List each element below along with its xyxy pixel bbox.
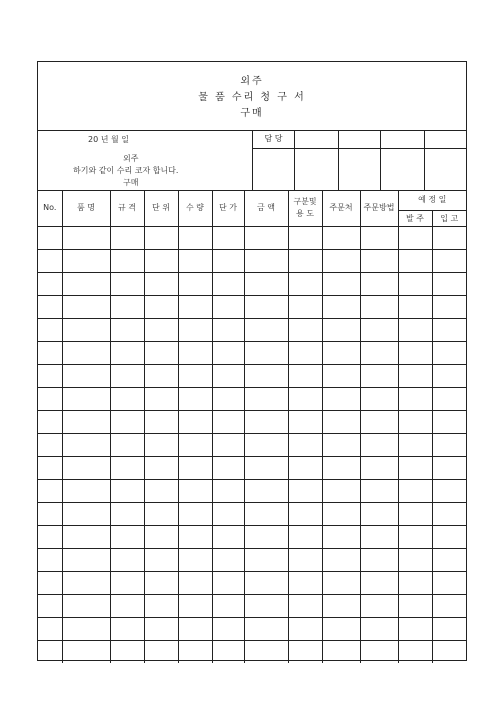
table-cell[interactable]	[178, 341, 212, 364]
table-cell[interactable]	[144, 272, 178, 295]
table-cell[interactable]	[360, 318, 398, 341]
table-cell[interactable]	[398, 318, 432, 341]
info-section	[38, 130, 466, 191]
table-cell[interactable]	[288, 249, 322, 272]
table-cell[interactable]	[432, 318, 466, 341]
table-cell[interactable]	[322, 433, 360, 456]
table-cell[interactable]	[212, 548, 244, 571]
table-row	[38, 433, 466, 456]
table-cell[interactable]	[62, 456, 110, 479]
col-header-order-method: 주문방법	[360, 190, 398, 226]
table-cell[interactable]	[212, 341, 244, 364]
col-header-category: 구분및 용 도	[288, 190, 322, 226]
table-cell[interactable]	[110, 525, 144, 548]
table-cell[interactable]	[144, 364, 178, 387]
table-cell[interactable]	[360, 525, 398, 548]
table-cell[interactable]	[212, 226, 244, 249]
table-cell[interactable]	[178, 387, 212, 410]
table-cell[interactable]	[432, 617, 466, 640]
table-cell[interactable]	[244, 318, 288, 341]
table-cell[interactable]	[144, 387, 178, 410]
table-cell[interactable]	[288, 272, 322, 295]
table-cell[interactable]	[244, 548, 288, 571]
table-cell[interactable]	[288, 502, 322, 525]
table-cell[interactable]	[322, 295, 360, 318]
table-cell[interactable]	[212, 295, 244, 318]
table-cell[interactable]	[398, 341, 432, 364]
table-cell[interactable]	[244, 249, 288, 272]
table-cell[interactable]	[178, 502, 212, 525]
table-cell[interactable]	[110, 456, 144, 479]
table-cell[interactable]	[212, 456, 244, 479]
title-area	[38, 62, 466, 131]
approval-label: 담 당	[253, 130, 295, 148]
table-cell[interactable]	[144, 318, 178, 341]
table-cell[interactable]	[144, 502, 178, 525]
table-cell[interactable]	[110, 249, 144, 272]
table-cell[interactable]	[398, 456, 432, 479]
table-cell[interactable]	[62, 594, 110, 617]
table-cell[interactable]	[212, 525, 244, 548]
table-cell[interactable]	[244, 594, 288, 617]
table-row	[38, 272, 466, 295]
table-cell[interactable]	[212, 594, 244, 617]
statement-line-3: 구매	[123, 178, 139, 187]
table-row	[38, 364, 466, 387]
table-cell[interactable]	[322, 341, 360, 364]
table-cell[interactable]	[62, 272, 110, 295]
table-cell[interactable]	[178, 617, 212, 640]
table-cell[interactable]	[398, 226, 432, 249]
table-cell[interactable]	[178, 548, 212, 571]
table-cell[interactable]	[360, 341, 398, 364]
table-cell[interactable]	[360, 387, 398, 410]
table-cell[interactable]	[398, 571, 432, 594]
signature-cell[interactable]	[295, 148, 339, 190]
table-cell[interactable]	[398, 502, 432, 525]
table-cell[interactable]	[62, 226, 110, 249]
table-cell[interactable]	[432, 410, 466, 433]
table-cell[interactable]	[360, 594, 398, 617]
table-cell[interactable]	[178, 410, 212, 433]
table-cell[interactable]	[178, 456, 212, 479]
table-cell[interactable]	[38, 433, 62, 456]
table-cell[interactable]	[110, 410, 144, 433]
table-cell[interactable]	[432, 571, 466, 594]
table-cell[interactable]	[398, 249, 432, 272]
table-row	[38, 548, 466, 571]
table-cell[interactable]	[38, 617, 62, 640]
table-cell[interactable]	[110, 272, 144, 295]
table-row	[38, 295, 466, 318]
table-cell[interactable]	[360, 548, 398, 571]
table-cell[interactable]	[244, 272, 288, 295]
table-cell[interactable]	[212, 617, 244, 640]
table-cell[interactable]	[288, 410, 322, 433]
table-cell[interactable]	[322, 571, 360, 594]
items-table	[38, 190, 466, 663]
table-cell[interactable]	[62, 502, 110, 525]
table-cell[interactable]	[288, 387, 322, 410]
table-cell[interactable]	[110, 341, 144, 364]
table-cell[interactable]	[178, 433, 212, 456]
table-cell[interactable]	[178, 594, 212, 617]
table-cell[interactable]	[398, 410, 432, 433]
table-cell[interactable]	[212, 502, 244, 525]
table-cell[interactable]	[38, 295, 62, 318]
table-row	[38, 341, 466, 364]
table-cell[interactable]	[432, 433, 466, 456]
table-cell[interactable]	[432, 226, 466, 249]
col-header-due-date: 예 정 일	[398, 190, 466, 210]
table-cell[interactable]	[144, 617, 178, 640]
table-row	[38, 249, 466, 272]
table-cell[interactable]	[398, 617, 432, 640]
table-row	[38, 617, 466, 640]
table-row	[38, 226, 466, 249]
table-cell[interactable]	[178, 364, 212, 387]
table-cell[interactable]	[110, 617, 144, 640]
table-cell[interactable]	[398, 387, 432, 410]
table-cell[interactable]	[110, 548, 144, 571]
table-cell[interactable]	[244, 226, 288, 249]
table-cell[interactable]	[360, 272, 398, 295]
table-row	[38, 479, 466, 502]
table-cell[interactable]	[178, 571, 212, 594]
table-cell[interactable]	[322, 479, 360, 502]
table-cell[interactable]	[178, 479, 212, 502]
table-cell[interactable]	[62, 295, 110, 318]
table-cell[interactable]	[398, 525, 432, 548]
table-cell[interactable]	[288, 318, 322, 341]
table-cell[interactable]	[38, 387, 62, 410]
table-cell[interactable]	[62, 318, 110, 341]
signature-cell[interactable]	[381, 148, 425, 190]
table-cell[interactable]	[322, 617, 360, 640]
table-cell[interactable]	[244, 525, 288, 548]
table-cell[interactable]	[360, 571, 398, 594]
table-cell[interactable]	[360, 617, 398, 640]
approval-table	[252, 130, 467, 190]
table-cell[interactable]	[144, 295, 178, 318]
table-cell[interactable]	[432, 456, 466, 479]
table-cell[interactable]	[144, 640, 178, 663]
table-cell[interactable]	[212, 249, 244, 272]
table-cell[interactable]	[212, 318, 244, 341]
table-cell[interactable]	[322, 387, 360, 410]
table-cell[interactable]	[322, 502, 360, 525]
table-cell[interactable]	[322, 226, 360, 249]
table-cell[interactable]	[244, 456, 288, 479]
table-cell[interactable]	[144, 525, 178, 548]
table-cell[interactable]	[144, 226, 178, 249]
table-cell[interactable]	[432, 387, 466, 410]
table-cell[interactable]	[212, 640, 244, 663]
form-frame	[37, 61, 467, 661]
table-cell[interactable]	[244, 433, 288, 456]
table-cell[interactable]	[244, 410, 288, 433]
table-cell[interactable]	[62, 364, 110, 387]
table-cell[interactable]	[178, 226, 212, 249]
table-cell[interactable]	[110, 226, 144, 249]
table-cell[interactable]	[432, 364, 466, 387]
table-cell[interactable]	[110, 318, 144, 341]
table-cell[interactable]	[288, 617, 322, 640]
table-cell[interactable]	[360, 640, 398, 663]
table-cell[interactable]	[62, 640, 110, 663]
table-cell[interactable]	[322, 272, 360, 295]
table-cell[interactable]	[110, 433, 144, 456]
col-header-item: 품 명	[62, 190, 110, 226]
table-cell[interactable]	[110, 387, 144, 410]
table-cell[interactable]	[144, 456, 178, 479]
table-cell[interactable]	[212, 410, 244, 433]
table-cell[interactable]	[212, 272, 244, 295]
table-cell[interactable]	[38, 249, 62, 272]
table-cell[interactable]	[398, 295, 432, 318]
title-line-3: 구매	[240, 108, 264, 119]
table-cell[interactable]	[244, 617, 288, 640]
table-cell[interactable]	[38, 341, 62, 364]
table-cell[interactable]	[322, 594, 360, 617]
table-cell[interactable]	[62, 525, 110, 548]
table-cell[interactable]	[322, 525, 360, 548]
table-cell[interactable]	[178, 249, 212, 272]
table-cell[interactable]	[288, 364, 322, 387]
table-cell[interactable]	[144, 410, 178, 433]
table-cell[interactable]	[322, 249, 360, 272]
table-cell[interactable]	[38, 525, 62, 548]
table-cell[interactable]	[432, 479, 466, 502]
table-cell[interactable]	[144, 433, 178, 456]
table-row	[38, 640, 466, 663]
table-cell[interactable]	[62, 387, 110, 410]
table-cell[interactable]	[360, 502, 398, 525]
table-cell[interactable]	[432, 548, 466, 571]
table-row	[38, 525, 466, 548]
table-cell[interactable]	[398, 479, 432, 502]
table-cell[interactable]	[244, 571, 288, 594]
approval-cell[interactable]	[381, 130, 425, 148]
statement-line-1: 외주	[123, 154, 139, 163]
table-cell[interactable]	[288, 456, 322, 479]
table-cell[interactable]	[110, 479, 144, 502]
table-cell[interactable]	[398, 433, 432, 456]
approval-cell[interactable]	[425, 130, 467, 148]
table-cell[interactable]	[178, 272, 212, 295]
table-cell[interactable]	[144, 571, 178, 594]
table-cell[interactable]	[288, 295, 322, 318]
table-cell[interactable]	[62, 249, 110, 272]
table-cell[interactable]	[360, 410, 398, 433]
table-cell[interactable]	[322, 456, 360, 479]
table-cell[interactable]	[244, 502, 288, 525]
table-cell[interactable]	[110, 571, 144, 594]
table-cell[interactable]	[432, 525, 466, 548]
table-cell[interactable]	[110, 640, 144, 663]
table-cell[interactable]	[360, 433, 398, 456]
table-cell[interactable]	[38, 456, 62, 479]
table-cell[interactable]	[62, 479, 110, 502]
table-cell[interactable]	[38, 364, 62, 387]
table-cell[interactable]	[244, 295, 288, 318]
table-cell[interactable]	[110, 594, 144, 617]
table-cell[interactable]	[244, 364, 288, 387]
table-cell[interactable]	[288, 640, 322, 663]
table-cell[interactable]	[432, 249, 466, 272]
table-cell[interactable]	[432, 272, 466, 295]
table-cell[interactable]	[62, 617, 110, 640]
approval-cell[interactable]	[295, 130, 339, 148]
table-cell[interactable]	[398, 548, 432, 571]
table-cell[interactable]	[322, 410, 360, 433]
table-cell[interactable]	[62, 341, 110, 364]
date-line: 20 년 월 일	[88, 135, 129, 144]
table-cell[interactable]	[398, 594, 432, 617]
col-header-unit: 단 위	[144, 190, 178, 226]
table-cell[interactable]	[38, 571, 62, 594]
table-cell[interactable]	[360, 249, 398, 272]
table-row	[38, 502, 466, 525]
table-cell[interactable]	[432, 594, 466, 617]
table-cell[interactable]	[322, 318, 360, 341]
table-cell[interactable]	[360, 456, 398, 479]
table-cell[interactable]	[212, 433, 244, 456]
signature-cell[interactable]	[425, 148, 467, 190]
table-cell[interactable]	[322, 364, 360, 387]
table-cell[interactable]	[288, 226, 322, 249]
table-cell[interactable]	[178, 640, 212, 663]
table-cell[interactable]	[288, 341, 322, 364]
table-cell[interactable]	[244, 387, 288, 410]
table-cell[interactable]	[62, 548, 110, 571]
table-cell[interactable]	[244, 341, 288, 364]
table-cell[interactable]	[432, 502, 466, 525]
col-header-spec: 규 격	[110, 190, 144, 226]
approval-cell[interactable]	[339, 130, 381, 148]
table-cell[interactable]	[38, 479, 62, 502]
table-cell[interactable]	[178, 295, 212, 318]
table-cell[interactable]	[38, 640, 62, 663]
table-row	[38, 318, 466, 341]
table-cell[interactable]	[212, 479, 244, 502]
table-cell[interactable]	[212, 387, 244, 410]
table-cell[interactable]	[432, 640, 466, 663]
table-cell[interactable]	[62, 410, 110, 433]
table-cell[interactable]	[322, 640, 360, 663]
table-cell[interactable]	[288, 433, 322, 456]
table-cell[interactable]	[288, 479, 322, 502]
table-cell[interactable]	[212, 364, 244, 387]
table-cell[interactable]	[144, 594, 178, 617]
table-cell[interactable]	[110, 364, 144, 387]
table-cell[interactable]	[144, 479, 178, 502]
table-cell[interactable]	[38, 272, 62, 295]
table-cell[interactable]	[212, 571, 244, 594]
title-line-1: 외주	[240, 76, 264, 87]
table-cell[interactable]	[144, 341, 178, 364]
col-header-vendor: 주문처	[322, 190, 360, 226]
table-cell[interactable]	[360, 364, 398, 387]
table-row	[38, 456, 466, 479]
col-header-receipt: 입 고	[432, 210, 466, 226]
table-cell[interactable]	[38, 502, 62, 525]
table-cell[interactable]	[432, 295, 466, 318]
table-cell[interactable]	[244, 640, 288, 663]
table-cell[interactable]	[62, 571, 110, 594]
table-row	[38, 387, 466, 410]
col-header-order: 발 주	[398, 210, 432, 226]
table-cell[interactable]	[144, 548, 178, 571]
col-header-qty: 수 량	[178, 190, 212, 226]
table-cell[interactable]	[398, 364, 432, 387]
table-row	[38, 594, 466, 617]
table-cell[interactable]	[322, 548, 360, 571]
table-cell[interactable]	[360, 226, 398, 249]
table-cell[interactable]	[110, 502, 144, 525]
col-header-price: 단 가	[212, 190, 244, 226]
table-cell[interactable]	[288, 594, 322, 617]
table-row	[38, 571, 466, 594]
table-cell[interactable]	[62, 433, 110, 456]
form-title: 물 품 수리 청 구 서	[198, 92, 306, 103]
table-cell[interactable]	[288, 571, 322, 594]
table-cell[interactable]	[360, 479, 398, 502]
table-cell[interactable]	[38, 318, 62, 341]
statement-line-2: 하기와 같이 수리 코자 합니다.	[73, 166, 179, 175]
col-header-amount: 금 액	[244, 190, 288, 226]
table-cell[interactable]	[144, 249, 178, 272]
table-cell[interactable]	[38, 226, 62, 249]
table-cell[interactable]	[244, 479, 288, 502]
table-cell[interactable]	[398, 272, 432, 295]
table-cell[interactable]	[178, 525, 212, 548]
table-cell[interactable]	[38, 410, 62, 433]
table-cell[interactable]	[288, 525, 322, 548]
table-row	[38, 410, 466, 433]
signature-cell[interactable]	[339, 148, 381, 190]
signature-cell[interactable]	[253, 148, 295, 190]
table-cell[interactable]	[288, 548, 322, 571]
table-cell[interactable]	[110, 295, 144, 318]
table-cell[interactable]	[38, 594, 62, 617]
table-cell[interactable]	[178, 318, 212, 341]
table-cell[interactable]	[360, 295, 398, 318]
table-cell[interactable]	[38, 548, 62, 571]
table-cell[interactable]	[398, 640, 432, 663]
table-cell[interactable]	[432, 341, 466, 364]
col-header-no: No.	[38, 190, 62, 226]
